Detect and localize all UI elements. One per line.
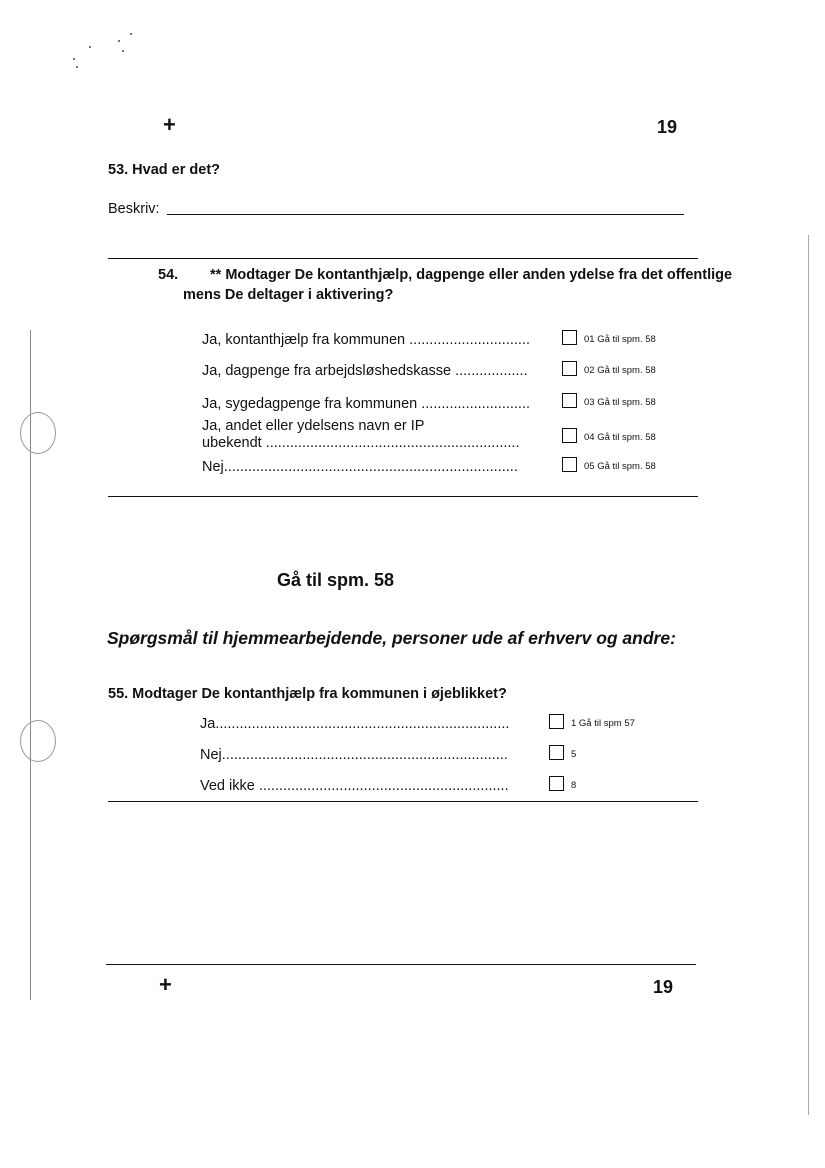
footer-registration-mark: + <box>159 972 172 997</box>
q54-option-checkbox[interactable] <box>562 361 577 376</box>
q54-option-code: 02 Gå til spm. 58 <box>584 365 656 376</box>
q54-option-code: 01 Gå til spm. 58 <box>584 334 656 345</box>
q55-bottom-rule <box>108 801 698 802</box>
q55-option-checkbox[interactable] <box>549 714 564 729</box>
q55-option-code: 8 <box>571 780 577 791</box>
scan-speck <box>122 50 124 52</box>
footer-page-number: 19 <box>653 977 674 997</box>
binder-hole-upper <box>20 412 56 454</box>
q55-option-label: Ved ikke .............................................................. <box>200 778 509 794</box>
binder-hole-lower <box>20 720 56 762</box>
q55-option-label: Nej....................................................................... <box>200 747 508 763</box>
q55-option-code: 5 <box>571 749 577 760</box>
header-registration-mark: + <box>163 112 176 137</box>
q54-option-code: 05 Gå til spm. 58 <box>584 461 656 472</box>
q54-option-label: Ja, andet eller ydelsens navn er IP <box>202 418 425 434</box>
q54-option-checkbox[interactable] <box>562 457 577 472</box>
q54-option-label: Ja, kontanthjælp fra kommunen .............................. <box>202 332 530 348</box>
q53-answer-line[interactable] <box>167 214 684 215</box>
scan-speck <box>76 66 78 68</box>
scan-speck <box>130 33 132 35</box>
q53-title: 53. Hvad er det? <box>108 162 221 178</box>
q54-option-label: Ja, dagpenge fra arbejdsløshedskasse .................. <box>202 363 528 379</box>
q55-option-checkbox[interactable] <box>549 776 564 791</box>
scan-speck <box>73 58 75 60</box>
q54-option-checkbox[interactable] <box>562 330 577 345</box>
q54-top-rule <box>108 258 698 259</box>
q54-option-code: 03 Gå til spm. 58 <box>584 397 656 408</box>
q54-bottom-rule <box>108 496 698 497</box>
q54-option-label: Ja, sygedagpenge fra kommunen ........................... <box>202 396 531 412</box>
q54-option-code: 04 Gå til spm. 58 <box>584 432 656 443</box>
q53-describe-label: Beskriv: <box>108 201 160 217</box>
q54-number: 54. <box>158 267 179 283</box>
q55-option-checkbox[interactable] <box>549 745 564 760</box>
q54-title-line2: mens De deltager i aktivering? <box>183 287 394 303</box>
footer-rule <box>106 964 696 965</box>
scan-speck <box>89 46 91 48</box>
goto-instruction: Gå til spm. 58 <box>277 570 395 590</box>
right-edge-line <box>808 235 809 1115</box>
header-page-number: 19 <box>657 117 678 137</box>
q54-title: ** Modtager De kontanthjælp, dagpenge eller anden ydelse fra det offentlige <box>210 267 733 283</box>
scan-speck <box>118 40 120 42</box>
q55-option-label: Ja......................................................................... <box>200 716 510 732</box>
q54-option-checkbox[interactable] <box>562 428 577 443</box>
q55-title: 55. Modtager De kontanthjælp fra kommunen i øjeblikket? <box>108 686 507 702</box>
q54-option-label-line2: ubekendt ............................................................... <box>202 435 520 451</box>
section-heading: Spørgsmål til hjemmearbejdende, personer ude af erhverv og andre: <box>107 628 676 648</box>
q55-option-code: 1 Gå til spm 57 <box>571 718 635 729</box>
q54-option-checkbox[interactable] <box>562 393 577 408</box>
q54-option-label: Nej......................................................................... <box>202 459 518 475</box>
